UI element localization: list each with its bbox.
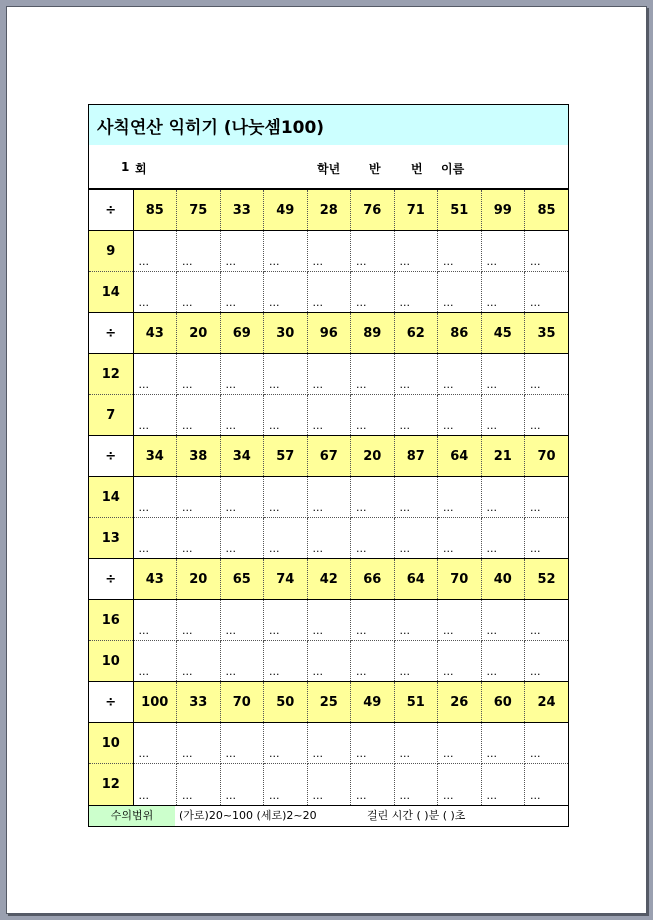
answer-cell[interactable]: ... <box>525 477 569 518</box>
answer-cell[interactable]: ... <box>525 395 569 436</box>
answer-cell[interactable]: ... <box>438 600 482 641</box>
dividend-cell: 42 <box>307 559 351 600</box>
dividend-cell: 34 <box>133 436 177 477</box>
page <box>6 6 647 914</box>
answer-cell[interactable]: ... <box>394 272 438 313</box>
answer-cell[interactable]: ... <box>394 764 438 805</box>
answer-cell[interactable]: ... <box>351 231 395 272</box>
answer-cell[interactable]: ... <box>525 641 569 682</box>
dividend-cell: 51 <box>394 682 438 723</box>
answer-cell[interactable]: ... <box>307 272 351 313</box>
answer-cell[interactable]: ... <box>264 723 308 764</box>
answer-cell[interactable]: ... <box>481 272 525 313</box>
divisor-cell: 12 <box>89 764 133 805</box>
dividend-cell: 100 <box>133 682 177 723</box>
answer-cell[interactable]: ... <box>438 354 482 395</box>
answer-cell[interactable]: ... <box>177 723 221 764</box>
answer-row <box>89 600 568 641</box>
dividend-cell: 70 <box>438 559 482 600</box>
divisor-cell: 9 <box>89 231 133 272</box>
answer-cell[interactable]: ... <box>481 231 525 272</box>
dividend-cell: 70 <box>220 682 264 723</box>
dividend-cell: 33 <box>177 682 221 723</box>
dividend-cell: 85 <box>525 190 569 231</box>
answer-cell[interactable]: ... <box>307 641 351 682</box>
answer-cell[interactable]: ... <box>133 518 177 559</box>
dividend-cell: 35 <box>525 313 569 354</box>
answer-cell[interactable]: ... <box>177 231 221 272</box>
answer-cell[interactable]: ... <box>394 723 438 764</box>
answer-cell[interactable]: ... <box>177 395 221 436</box>
dividend-row <box>89 436 568 477</box>
dividend-cell: 26 <box>438 682 482 723</box>
answer-row <box>89 723 568 764</box>
answer-cell[interactable]: ... <box>307 231 351 272</box>
dividend-cell: 52 <box>525 559 569 600</box>
divisor-cell: 14 <box>89 272 133 313</box>
dividend-cell: 64 <box>438 436 482 477</box>
answer-cell[interactable]: ... <box>394 395 438 436</box>
dividend-row <box>89 559 568 600</box>
answer-cell[interactable]: ... <box>220 600 264 641</box>
worksheet <box>88 104 569 827</box>
answer-row <box>89 477 568 518</box>
answer-cell[interactable]: ... <box>525 723 569 764</box>
dividend-cell: 86 <box>438 313 482 354</box>
answer-cell[interactable]: ... <box>133 600 177 641</box>
answer-cell[interactable]: ... <box>264 272 308 313</box>
answer-cell[interactable]: ... <box>133 723 177 764</box>
answer-cell[interactable]: ... <box>351 600 395 641</box>
answer-cell[interactable]: ... <box>264 231 308 272</box>
dividend-cell: 33 <box>220 190 264 231</box>
divisor-cell: 13 <box>89 518 133 559</box>
dividend-row <box>89 190 568 231</box>
answer-cell[interactable]: ... <box>177 272 221 313</box>
dividend-cell: 24 <box>525 682 569 723</box>
answer-cell[interactable]: ... <box>220 354 264 395</box>
answer-cell[interactable]: ... <box>351 723 395 764</box>
dividend-cell: 71 <box>394 190 438 231</box>
answer-cell[interactable]: ... <box>133 764 177 805</box>
answer-cell[interactable]: ... <box>264 764 308 805</box>
answer-cell[interactable]: ... <box>394 600 438 641</box>
answer-cell[interactable]: ... <box>133 641 177 682</box>
dividend-cell: 28 <box>307 190 351 231</box>
dividend-cell: 30 <box>264 313 308 354</box>
grade-label: 학년 <box>317 162 341 176</box>
answer-cell[interactable]: ... <box>133 231 177 272</box>
answer-cell[interactable]: ... <box>264 600 308 641</box>
dividend-cell: 74 <box>264 559 308 600</box>
dividend-cell: 66 <box>351 559 395 600</box>
answer-cell[interactable]: ... <box>394 477 438 518</box>
answer-cell[interactable]: ... <box>307 723 351 764</box>
answer-cell[interactable]: ... <box>525 272 569 313</box>
answer-cell[interactable]: ... <box>133 354 177 395</box>
divisor-cell: 10 <box>89 723 133 764</box>
answer-cell[interactable]: ... <box>220 641 264 682</box>
answer-cell[interactable]: ... <box>307 395 351 436</box>
name-label: 이름 <box>441 162 465 176</box>
dividend-cell: 34 <box>220 436 264 477</box>
answer-row <box>89 641 568 682</box>
division-sign-icon: ÷ <box>89 559 133 600</box>
answer-cell[interactable]: ... <box>177 518 221 559</box>
answer-cell[interactable]: ... <box>351 518 395 559</box>
dividend-cell: 20 <box>177 559 221 600</box>
dividend-cell: 21 <box>481 436 525 477</box>
answer-cell[interactable]: ... <box>264 518 308 559</box>
dividend-cell: 20 <box>177 313 221 354</box>
answer-cell[interactable]: ... <box>525 600 569 641</box>
dividend-cell: 38 <box>177 436 221 477</box>
answer-cell[interactable]: ... <box>481 723 525 764</box>
answer-cell[interactable]: ... <box>525 518 569 559</box>
time-text: 걸린 시간 ( )분 ( )초 <box>367 808 466 822</box>
divisor-cell: 10 <box>89 641 133 682</box>
dividend-cell: 70 <box>525 436 569 477</box>
range-text: (가로)20~100 (세로)2~20 <box>179 808 317 822</box>
answer-cell[interactable]: ... <box>220 231 264 272</box>
dividend-row <box>89 313 568 354</box>
dividend-cell: 45 <box>481 313 525 354</box>
answer-cell[interactable]: ... <box>220 764 264 805</box>
answer-cell[interactable]: ... <box>351 477 395 518</box>
answer-cell[interactable]: ... <box>177 477 221 518</box>
answer-cell[interactable]: ... <box>351 354 395 395</box>
student-info-row <box>89 146 568 189</box>
footer <box>89 805 568 826</box>
answer-cell[interactable]: ... <box>177 354 221 395</box>
answer-cell[interactable]: ... <box>530 788 541 802</box>
answer-cell[interactable]: ... <box>438 477 482 518</box>
dividend-cell: 25 <box>307 682 351 723</box>
dividend-cell: 50 <box>264 682 308 723</box>
answer-cell[interactable]: ... <box>481 477 525 518</box>
answer-cell[interactable]: ... <box>394 518 438 559</box>
answer-cell[interactable]: ... <box>438 272 482 313</box>
dividend-cell: 57 <box>264 436 308 477</box>
dividend-cell: 49 <box>351 682 395 723</box>
dividend-cell: 96 <box>307 313 351 354</box>
answer-cell[interactable]: ... <box>438 231 482 272</box>
divisor-cell: 12 <box>89 354 133 395</box>
answer-cell[interactable]: ... <box>264 354 308 395</box>
answer-cell[interactable]: ... <box>438 518 482 559</box>
dividend-cell: 76 <box>351 190 395 231</box>
dividend-cell: 43 <box>133 313 177 354</box>
answer-cell[interactable]: ... <box>220 518 264 559</box>
answer-cell[interactable]: ... <box>220 477 264 518</box>
division-sign-icon: ÷ <box>89 190 133 231</box>
answer-cell[interactable]: ... <box>481 395 525 436</box>
answer-row <box>89 231 568 272</box>
answer-cell[interactable]: ... <box>394 231 438 272</box>
dividend-cell: 99 <box>481 190 525 231</box>
answer-cell[interactable]: ... <box>307 354 351 395</box>
dividend-cell: 85 <box>133 190 177 231</box>
answer-row <box>89 272 568 313</box>
dividend-cell: 75 <box>177 190 221 231</box>
dividend-cell: 67 <box>307 436 351 477</box>
answer-row <box>89 518 568 559</box>
answer-cell[interactable]: ... <box>220 272 264 313</box>
answer-cell[interactable]: ... <box>351 272 395 313</box>
dividend-cell: 69 <box>220 313 264 354</box>
answer-cell[interactable]: ... <box>220 395 264 436</box>
answer-cell[interactable]: ... <box>177 600 221 641</box>
dividend-cell: 64 <box>394 559 438 600</box>
session-number: 1 <box>121 160 130 174</box>
answer-cell[interactable]: ... <box>133 477 177 518</box>
divisor-cell: 7 <box>89 395 133 436</box>
dividend-cell: 51 <box>438 190 482 231</box>
dividend-cell: 65 <box>220 559 264 600</box>
answer-cell[interactable]: ... <box>481 518 525 559</box>
answer-cell[interactable]: ... <box>307 518 351 559</box>
answer-cell[interactable]: ... <box>438 641 482 682</box>
session-unit: 회 <box>135 162 147 176</box>
answer-cell[interactable]: ... <box>220 723 264 764</box>
class-label: 반 <box>369 162 381 176</box>
worksheet-title: 사칙연산 익히기 (나눗셈100) <box>89 105 568 146</box>
student-number-label: 번 <box>411 162 423 176</box>
answer-cell[interactable]: ... <box>307 477 351 518</box>
answer-row <box>89 764 568 805</box>
dividend-cell: 20 <box>351 436 395 477</box>
dividend-row <box>89 682 568 723</box>
answer-cell[interactable]: ... <box>351 395 395 436</box>
division-sign-icon: ÷ <box>89 436 133 477</box>
dividend-cell: 60 <box>481 682 525 723</box>
answer-cell[interactable]: ... <box>307 600 351 641</box>
answer-cell[interactable]: ... <box>394 641 438 682</box>
divisor-cell: 14 <box>89 477 133 518</box>
answer-cell[interactable]: ... <box>438 764 482 805</box>
problem-grid <box>89 189 568 805</box>
answer-cell[interactable]: ... <box>264 395 308 436</box>
answer-cell[interactable]: ... <box>351 764 395 805</box>
answer-cell[interactable]: ... <box>264 641 308 682</box>
divisor-cell: 16 <box>89 600 133 641</box>
answer-cell[interactable]: ... <box>481 354 525 395</box>
answer-cell[interactable]: ... <box>133 395 177 436</box>
dividend-cell: 40 <box>481 559 525 600</box>
answer-cell[interactable]: ... <box>525 354 569 395</box>
answer-cell[interactable]: ... <box>525 231 569 272</box>
answer-cell[interactable]: ... <box>133 272 177 313</box>
answer-cell[interactable]: ... <box>481 641 525 682</box>
answer-cell[interactable]: ... <box>307 764 351 805</box>
answer-cell[interactable]: ... <box>438 723 482 764</box>
range-label: 수의범위 <box>89 806 175 826</box>
answer-cell[interactable]: ... <box>481 600 525 641</box>
division-sign-icon: ÷ <box>89 313 133 354</box>
dividend-cell: 62 <box>394 313 438 354</box>
dividend-cell: 43 <box>133 559 177 600</box>
dividend-cell: 49 <box>264 190 308 231</box>
dividend-cell: 87 <box>394 436 438 477</box>
answer-cell[interactable]: ... <box>438 395 482 436</box>
answer-cell[interactable]: ... <box>481 764 525 805</box>
answer-cell[interactable]: ... <box>177 641 221 682</box>
answer-row <box>89 354 568 395</box>
answer-cell[interactable]: ... <box>351 641 395 682</box>
answer-cell[interactable]: ... <box>264 477 308 518</box>
dividend-cell: 89 <box>351 313 395 354</box>
division-sign-icon: ÷ <box>89 682 133 723</box>
answer-cell[interactable]: ... <box>394 354 438 395</box>
answer-row <box>89 395 568 436</box>
answer-cell[interactable]: ... <box>177 764 221 805</box>
